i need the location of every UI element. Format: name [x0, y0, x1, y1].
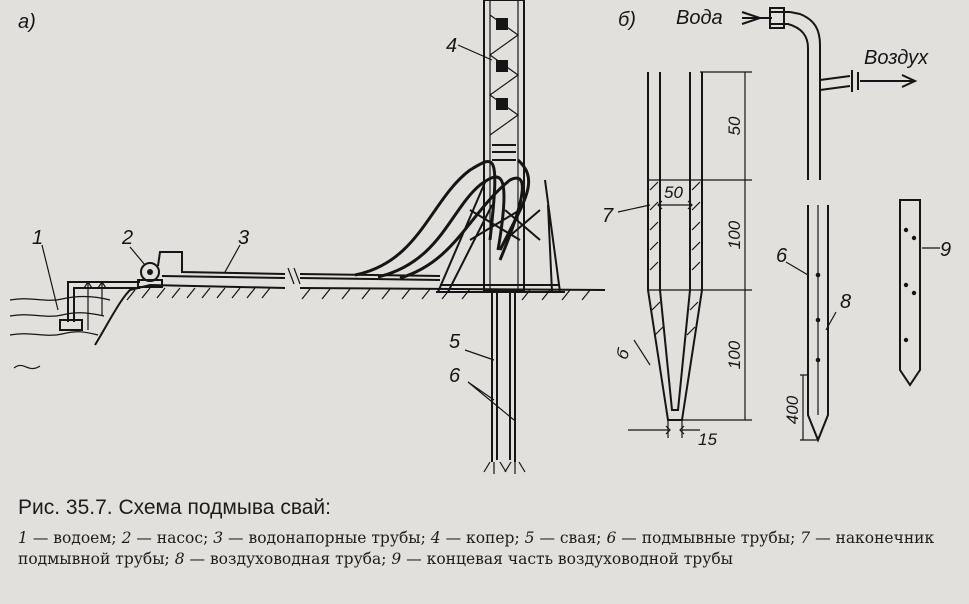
dim-400: 400: [783, 395, 802, 425]
dim-15: 15: [698, 430, 717, 449]
water-air-supply: [742, 8, 915, 180]
label-air: Воздух: [864, 47, 929, 69]
water-body: [10, 296, 110, 368]
caption-item: 9 — концевая часть воздуховодной трубы: [391, 550, 733, 568]
caption-item: 6 — подмывные трубы;: [606, 529, 796, 547]
caption-title: Рис. 35.7. Схема подмыва свай:: [18, 496, 331, 519]
dim-100-b: 100: [725, 340, 744, 370]
leader-7: [618, 205, 650, 212]
label-6-jet-pipe: 6: [776, 245, 788, 267]
caption-item: 5 — свая;: [524, 529, 602, 547]
label-8-air-pipe: 8: [840, 291, 852, 313]
dim-50-width: 50: [664, 183, 683, 202]
pump: [138, 263, 162, 287]
caption-item: 3 — водонапорные трубы;: [213, 529, 426, 547]
pile: [484, 290, 525, 474]
suction-pipe: [60, 282, 140, 330]
caption-item: 4 — копер;: [430, 529, 520, 547]
dim-100-a: 100: [725, 220, 744, 250]
caption-item: 7 — наконечник подмывной трубы;: [18, 529, 935, 568]
label-1-reservoir: 1: [32, 227, 44, 249]
flexible-hoses: [355, 160, 529, 278]
label-5-pile: 5: [449, 331, 461, 353]
label-3-pressure-pipes: 3: [238, 227, 250, 249]
dim-delta: б: [612, 346, 634, 362]
label-9-end-section: 9: [940, 239, 952, 261]
panel-a-label: а): [18, 11, 36, 33]
jet-nozzle: [648, 72, 702, 420]
label-2-pump: 2: [122, 227, 134, 249]
caption-item: 2 — насос;: [121, 529, 209, 547]
caption-item: 8 — воздуховодная труба;: [174, 550, 387, 568]
panel-b-label: б): [618, 9, 636, 31]
label-water: Вода: [676, 7, 723, 29]
label-4-pile-driver: 4: [446, 35, 458, 57]
ground-line: [95, 285, 605, 345]
label-7-nozzle: 7: [602, 205, 614, 227]
label-6-jet-pipes: 6: [449, 365, 461, 387]
air-pipe-end-section: [900, 200, 940, 385]
dim-50-top: 50: [725, 116, 744, 136]
caption-item: 1 — водоем;: [18, 529, 117, 547]
caption-body: [18, 528, 963, 570]
figure-caption: [18, 496, 963, 570]
